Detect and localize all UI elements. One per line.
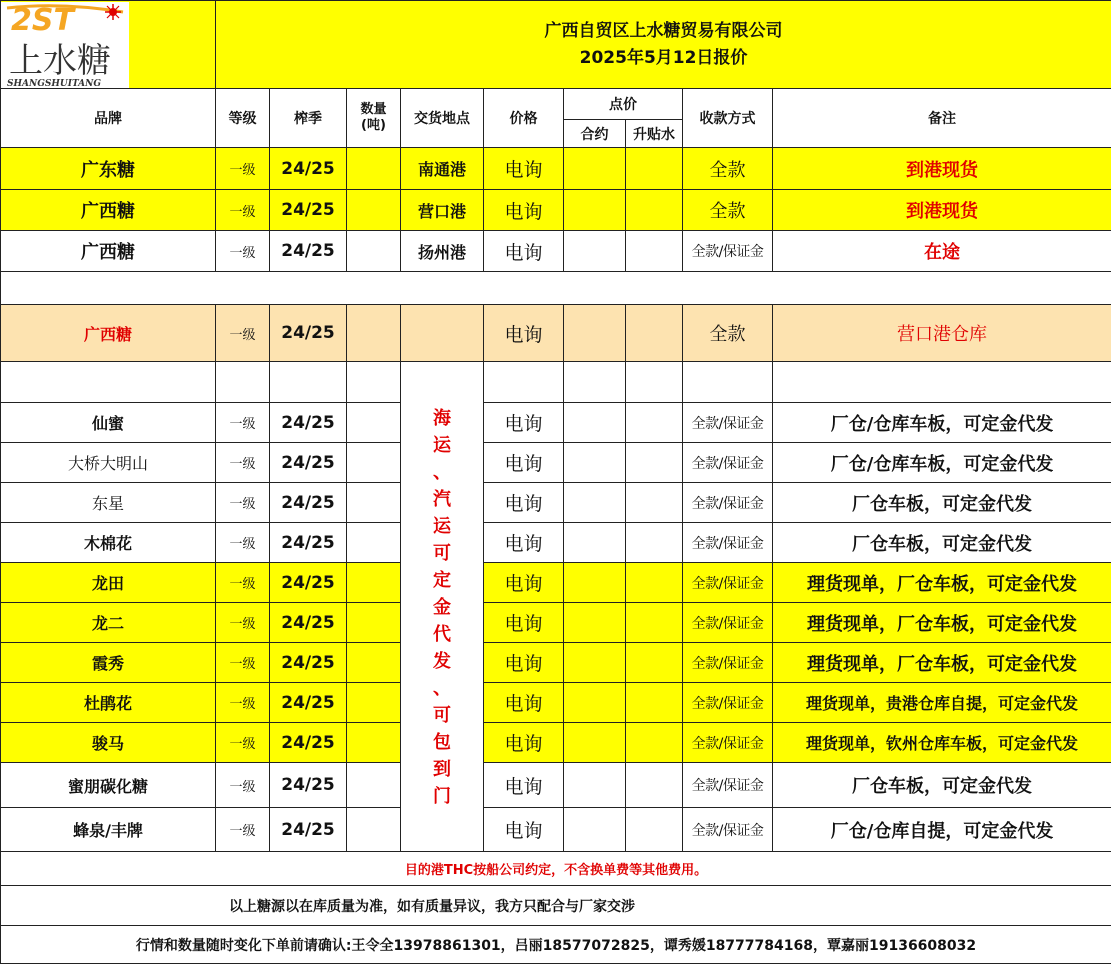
thc-note: 目的港THC按船公司约定，不含换单费等其他费用。 [1,852,1111,886]
table-row [1,643,1111,683]
row-payment: 全款/保证金 [683,603,773,643]
empty-cell [626,362,683,403]
row-price: 电询 [484,190,564,231]
logo-pinyin: SHANGSHUITANG [7,78,102,88]
shipping-note-char: 到 [433,759,451,780]
quality-note-text: 以上糖源以在库质量为准，如有质量异议，我方只配合与厂家交涉 [229,898,635,915]
shipping-note-text [401,364,483,810]
row-season: 24/25 [270,403,347,443]
row-brand: 龙田 [1,563,216,603]
row-quantity [347,483,401,523]
spacer-cell [1,272,1111,305]
col-quantity [347,89,401,148]
row-brand: 广东糖 [1,148,216,190]
row-season: 24/25 [270,643,347,683]
row-premium [626,523,683,563]
table-row [1,723,1111,763]
col-delivery: 交货地点 [401,89,484,148]
table-row [1,443,1111,483]
row-brand: 蜜朋碳化糖 [1,763,216,808]
col-contract: 合约 [564,120,626,148]
row-price: 电询 [484,643,564,683]
col-premium: 升贴水 [626,120,683,148]
row-price: 电询 [484,723,564,763]
row-premium [626,148,683,190]
shipping-note-char: 代 [433,624,451,645]
row-season: 24/25 [270,148,347,190]
col-season: 榨季 [270,89,347,148]
shipping-note-char: 包 [433,732,451,753]
row-remark: 厂仓/仓库自提，可定金代发 [773,808,1111,852]
row-brand: 仙蜜 [1,403,216,443]
row-contract [564,643,626,683]
table-row [1,231,1111,272]
row-grade: 一级 [216,763,270,808]
row-brand: 杜鹃花 [1,683,216,723]
row-price: 电询 [484,683,564,723]
row-premium [626,305,683,362]
row-contract [564,403,626,443]
row-grade: 一级 [216,603,270,643]
empty-cell [216,362,270,403]
table-row [1,148,1111,190]
row-price: 电询 [484,443,564,483]
row-remark: 到港现货 [773,190,1111,231]
row-price: 电询 [484,305,564,362]
row-grade: 一级 [216,190,270,231]
row-payment: 全款/保证金 [683,723,773,763]
row-remark: 理货现单，厂仓车板，可定金代发 [773,603,1111,643]
row-brand: 广西糖 [1,305,216,362]
empty-row [1,362,1111,403]
row-brand: 广西糖 [1,190,216,231]
row-quantity [347,603,401,643]
row-grade: 一级 [216,483,270,523]
table-row [1,305,1111,362]
row-premium [626,190,683,231]
row-price: 电询 [484,763,564,808]
row-season: 24/25 [270,523,347,563]
row-season: 24/25 [270,723,347,763]
row-price: 电询 [484,403,564,443]
row-payment: 全款/保证金 [683,231,773,272]
row-season: 24/25 [270,231,347,272]
table-row [1,603,1111,643]
row-contract [564,808,626,852]
shipping-note-char: 定 [433,570,451,591]
row-payment: 全款/保证金 [683,483,773,523]
shipping-note [401,362,484,852]
shipping-note-char: 运 [433,516,451,537]
footer-row [1,926,1111,964]
logo-latin-mark: 2ST [11,2,74,38]
shipping-note-char: 发 [433,651,451,672]
row-grade: 一级 [216,683,270,723]
row-price: 电询 [484,231,564,272]
col-quantity-unit: (吨) [361,118,386,133]
row-quantity [347,763,401,808]
row-season: 24/25 [270,808,347,852]
table-row [1,483,1111,523]
company-name: 广西自贸区上水糖贸易有限公司 [544,20,783,41]
row-port [401,305,484,362]
row-premium [626,763,683,808]
row-price: 电询 [484,523,564,563]
shipping-note-char: 可 [433,705,451,726]
row-grade: 一级 [216,305,270,362]
empty-cell [683,362,773,403]
shipping-note-char: 金 [433,597,451,618]
col-price: 价格 [484,89,564,148]
row-remark: 理货现单，厂仓车板，可定金代发 [773,563,1111,603]
row-quantity [347,643,401,683]
row-brand: 蜂泉/丰牌 [1,808,216,852]
empty-cell [347,362,401,403]
row-quantity [347,523,401,563]
row-grade: 一级 [216,148,270,190]
row-quantity [347,443,401,483]
contact-note: 行情和数量随时变化下单前请确认:王令全13978861301，吕丽18577072825，谭秀媛18777784168，覃嘉丽19136608032 [1,926,1111,964]
row-contract [564,305,626,362]
shipping-note-char: 汽 [433,489,451,510]
row-grade: 一级 [216,523,270,563]
row-quantity [347,305,401,362]
row-price: 电询 [484,808,564,852]
row-grade: 一级 [216,643,270,683]
row-grade: 一级 [216,723,270,763]
row-remark: 到港现货 [773,148,1111,190]
row-contract [564,190,626,231]
row-remark: 理货现单，贵港仓库自提，可定金代发 [773,683,1111,723]
row-contract [564,148,626,190]
col-grade: 等级 [216,89,270,148]
row-premium [626,683,683,723]
empty-cell [1,362,216,403]
logo-chinese: 上水糖 [9,40,111,81]
row-price: 电询 [484,603,564,643]
shipping-note-char: 、 [433,678,451,699]
table-row [1,190,1111,231]
row-contract [564,763,626,808]
empty-cell [773,362,1111,403]
shipping-note-char: 海 [433,408,451,429]
shipping-note-char: 门 [433,786,451,807]
row-grade: 一级 [216,808,270,852]
row-contract [564,231,626,272]
row-season: 24/25 [270,763,347,808]
title-block [216,1,1111,89]
row-premium [626,643,683,683]
row-season: 24/25 [270,483,347,523]
row-brand: 木棉花 [1,523,216,563]
col-remarks: 备注 [773,89,1111,148]
row-contract [564,523,626,563]
col-payment: 收款方式 [683,89,773,148]
row-premium [626,723,683,763]
row-remark: 在途 [773,231,1111,272]
row-payment: 全款/保证金 [683,523,773,563]
empty-cell [270,362,347,403]
row-brand: 骏马 [1,723,216,763]
row-remark: 厂仓车板，可定金代发 [773,483,1111,523]
row-quantity [347,190,401,231]
logo-cell [1,1,216,89]
col-brand: 品牌 [1,89,216,148]
row-payment: 全款/保证金 [683,443,773,483]
row-premium [626,443,683,483]
row-contract [564,723,626,763]
row-season: 24/25 [270,190,347,231]
row-brand: 龙二 [1,603,216,643]
shipping-note-char: 可 [433,543,451,564]
company-logo [1,2,129,88]
empty-cell [484,362,564,403]
footer-row [1,886,1111,926]
row-grade: 一级 [216,403,270,443]
row-quantity [347,808,401,852]
row-quantity [347,563,401,603]
table-row [1,563,1111,603]
row-grade: 一级 [216,443,270,483]
row-payment: 全款 [683,190,773,231]
table-row [1,523,1111,563]
row-quantity [347,403,401,443]
row-remark: 营口港仓库 [773,305,1111,362]
row-season: 24/25 [270,563,347,603]
row-quantity [347,231,401,272]
table-row [1,683,1111,723]
row-premium [626,808,683,852]
row-brand: 霞秀 [1,643,216,683]
row-port: 营口港 [401,190,484,231]
row-grade: 一级 [216,231,270,272]
shipping-note-char: 、 [433,462,451,483]
row-remark: 理货现单，钦州仓库车板，可定金代发 [773,723,1111,763]
spacer-row [1,272,1111,305]
row-payment: 全款/保证金 [683,683,773,723]
row-remark: 理货现单，厂仓车板，可定金代发 [773,643,1111,683]
logo-graphic [1,2,129,88]
shipping-note-char: 运 [433,435,451,456]
row-payment: 全款 [683,148,773,190]
row-season: 24/25 [270,443,347,483]
row-payment: 全款/保证金 [683,403,773,443]
row-payment: 全款/保证金 [683,808,773,852]
row-contract [564,483,626,523]
row-remark: 厂仓/仓库车板，可定金代发 [773,443,1111,483]
row-premium [626,231,683,272]
row-quantity [347,148,401,190]
row-season: 24/25 [270,603,347,643]
row-premium [626,403,683,443]
table-row [1,763,1111,808]
row-season: 24/25 [270,683,347,723]
row-contract [564,603,626,643]
row-quantity [347,723,401,763]
row-price: 电询 [484,483,564,523]
row-payment: 全款 [683,305,773,362]
row-remark: 厂仓车板，可定金代发 [773,763,1111,808]
row-brand: 广西糖 [1,231,216,272]
col-points: 点价 [564,89,683,120]
row-price: 电询 [484,148,564,190]
row-premium [626,483,683,523]
row-season: 24/25 [270,305,347,362]
row-payment: 全款/保证金 [683,563,773,603]
row-quantity [347,683,401,723]
row-remark: 厂仓车板，可定金代发 [773,523,1111,563]
row-grade: 一级 [216,563,270,603]
table-row [1,808,1111,852]
row-contract [564,443,626,483]
col-quantity-label: 数量 [360,102,387,117]
row-contract [564,563,626,603]
row-contract [564,683,626,723]
row-payment: 全款/保证金 [683,763,773,808]
empty-cell [564,362,626,403]
row-remark: 厂仓/仓库车板，可定金代发 [773,403,1111,443]
row-brand: 东星 [1,483,216,523]
quality-note [1,886,1111,926]
footer-row [1,852,1111,886]
row-premium [626,603,683,643]
quote-date: 2025年5月12日报价 [579,47,748,68]
row-price: 电询 [484,563,564,603]
row-port: 南通港 [401,148,484,190]
row-port: 扬州港 [401,231,484,272]
table-row [1,403,1111,443]
row-premium [626,563,683,603]
row-payment: 全款/保证金 [683,643,773,683]
row-brand: 大桥大明山 [1,443,216,483]
